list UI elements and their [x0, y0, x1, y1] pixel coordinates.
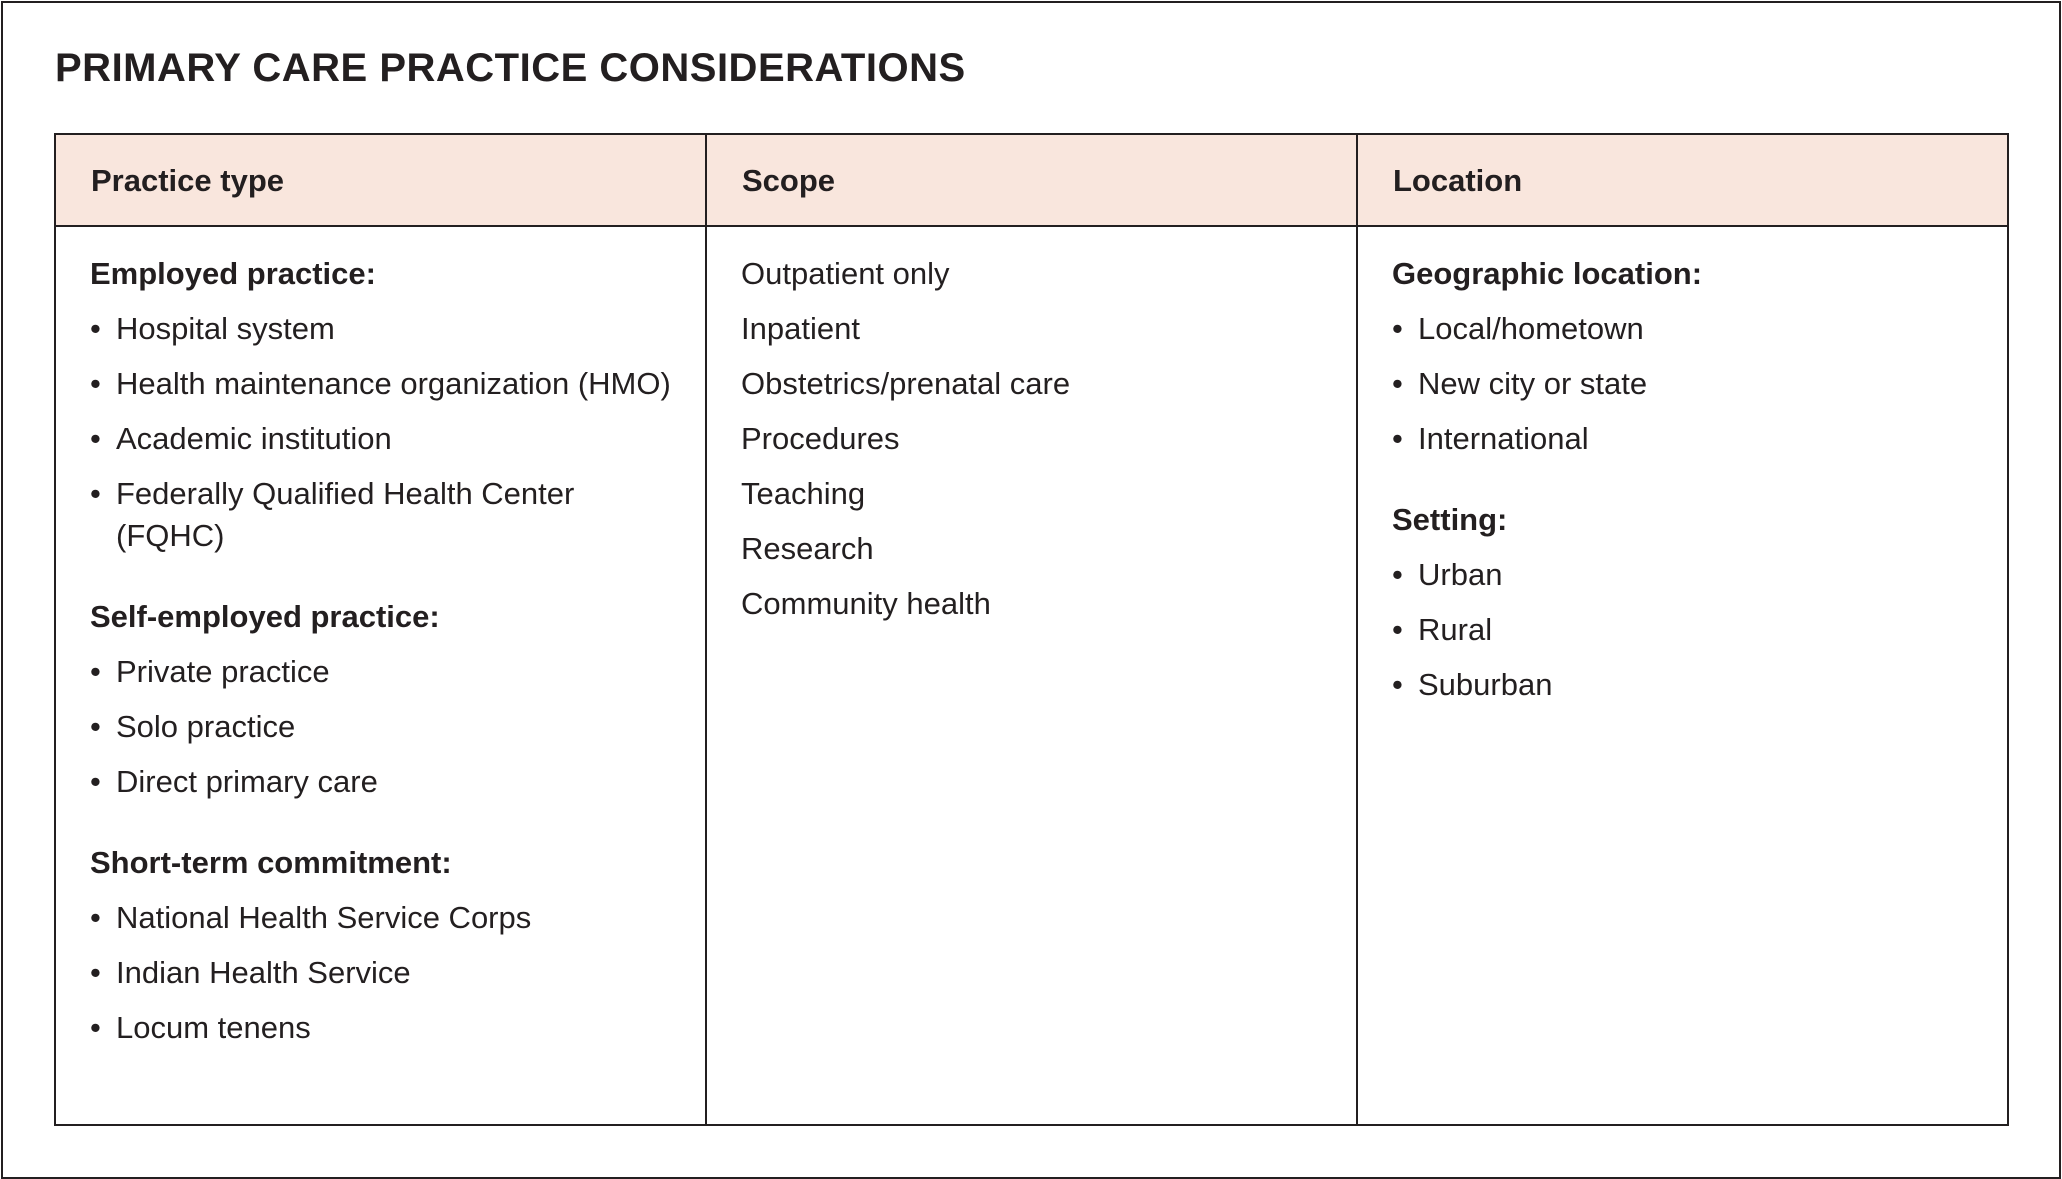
- section-heading: Short-term commitment:: [90, 844, 452, 880]
- list-item: [90, 945, 671, 1000]
- list-item: [90, 356, 671, 411]
- scope-item: Teaching: [741, 475, 866, 511]
- list-item-text: Health maintenance organization (HMO): [116, 365, 671, 401]
- bullet-icon: •: [1392, 556, 1403, 592]
- bullet-icon: •: [90, 1009, 101, 1045]
- bullet-icon: •: [90, 899, 101, 935]
- list-item-text: Locum tenens: [116, 1009, 311, 1045]
- list-item: [90, 890, 671, 945]
- list-item-text: Rural: [1418, 611, 1493, 647]
- list-item: [1392, 356, 1973, 411]
- scope-item: Inpatient: [741, 310, 860, 346]
- list-item-text: Private practice: [116, 653, 330, 689]
- bullet-icon: •: [90, 310, 101, 346]
- list-item-text: New city or state: [1418, 365, 1648, 401]
- list-item-text: Direct primary care: [116, 763, 378, 799]
- list-item: [1392, 657, 1973, 712]
- bullet-icon: •: [90, 420, 101, 456]
- column-scope: [707, 135, 1358, 1124]
- column-header: Scope: [707, 135, 1356, 227]
- list-item: [1392, 602, 1973, 657]
- column-body: [707, 227, 1356, 631]
- bullet-icon: •: [1392, 666, 1403, 702]
- list-item-text: Suburban: [1418, 666, 1553, 702]
- list-item: [90, 411, 671, 466]
- scope-item: Obstetrics/prenatal care: [741, 365, 1071, 401]
- list-item-text: Urban: [1418, 556, 1503, 592]
- bullet-icon: •: [1392, 310, 1403, 346]
- list-item: [90, 1000, 671, 1055]
- bullet-icon: •: [90, 653, 101, 689]
- list-item-text: International: [1418, 420, 1589, 456]
- list-item-text: Academic institution: [116, 420, 392, 456]
- list-item: [1392, 547, 1973, 602]
- list-item-text: Indian Health Service: [116, 954, 411, 990]
- list-item-text: Federally Qualified Health Center (FQHC): [116, 475, 575, 553]
- bullet-icon: •: [1392, 611, 1403, 647]
- column-header: Location: [1358, 135, 2007, 227]
- bullet-icon: •: [90, 763, 101, 799]
- bullet-icon: •: [1392, 365, 1403, 401]
- column-practice-type: [56, 135, 707, 1124]
- section-heading: Employed practice:: [90, 255, 376, 291]
- list-item-text: Hospital system: [116, 310, 335, 346]
- list-item-text: Local/hometown: [1418, 310, 1644, 346]
- list-item-text: Solo practice: [116, 708, 296, 744]
- considerations-table: [54, 133, 2009, 1126]
- list-item: [1392, 411, 1973, 466]
- scope-item: Community health: [741, 585, 991, 621]
- bullet-icon: •: [1392, 420, 1403, 456]
- bullet-icon: •: [90, 954, 101, 990]
- list-item: [90, 301, 671, 356]
- page-title: PRIMARY CARE PRACTICE CONSIDERATIONS: [55, 46, 966, 90]
- list-item: [90, 754, 671, 809]
- column-header: Practice type: [56, 135, 705, 227]
- column-body: [56, 227, 705, 1055]
- list-item: [90, 466, 671, 563]
- bullet-icon: •: [90, 475, 101, 511]
- bullet-icon: •: [90, 365, 101, 401]
- list-item: [1392, 301, 1973, 356]
- column-location: [1358, 135, 2007, 1124]
- scope-item: Procedures: [741, 420, 900, 456]
- column-body: [1358, 227, 2007, 712]
- list-item: [90, 644, 671, 699]
- bullet-icon: •: [90, 708, 101, 744]
- section-heading: Setting:: [1392, 501, 1508, 537]
- section-heading: Geographic location:: [1392, 255, 1703, 291]
- scope-item: Outpatient only: [741, 255, 950, 291]
- list-item-text: National Health Service Corps: [116, 899, 532, 935]
- scope-item: Research: [741, 530, 874, 566]
- list-item: [90, 699, 671, 754]
- section-heading: Self-employed practice:: [90, 598, 440, 634]
